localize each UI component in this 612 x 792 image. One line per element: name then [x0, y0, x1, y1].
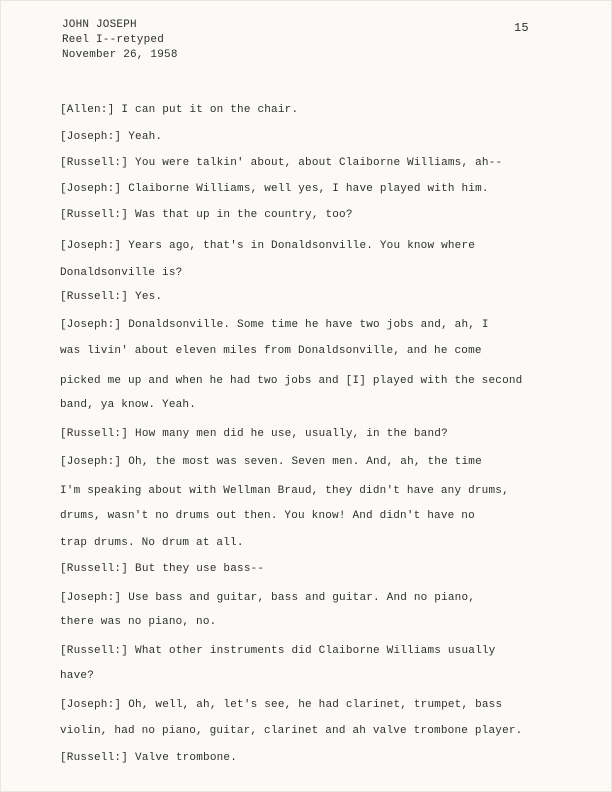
line-text: band, ya know. Yeah. [60, 399, 197, 411]
transcript-line [60, 156, 502, 170]
transcript-line [60, 644, 495, 658]
interview-date: November 26, 1958 [62, 49, 178, 61]
line-text: Oh, well, ah, let's see, he had clarinet, trumpet, bass [128, 699, 503, 711]
transcript-line [60, 103, 298, 117]
speaker-label: [Joseph:] [60, 131, 122, 143]
speaker-label: [Russell:] [60, 563, 129, 575]
line-text: How many men did he use, usually, in the band? [135, 428, 448, 440]
transcript-line [60, 698, 502, 712]
line-text: Yes. [135, 291, 163, 303]
transcript-line [60, 669, 94, 683]
transcript-line [60, 455, 482, 469]
interviewee-name: JOHN JOSEPH [62, 19, 137, 31]
transcript-line [60, 509, 475, 523]
transcript-line [60, 182, 489, 196]
line-text: Was that up in the country, too? [135, 209, 353, 221]
line-text: But they use bass-- [135, 563, 265, 575]
transcript-line [60, 208, 353, 222]
transcript-line [60, 591, 475, 605]
page-number: 15 [514, 21, 529, 35]
reel-label: Reel I--retyped [62, 34, 165, 46]
transcript-line [60, 751, 237, 765]
transcript-line [60, 374, 522, 388]
speaker-label: [Russell:] [60, 157, 129, 169]
line-text: was livin' about eleven miles from Donaldsonville, and he come [60, 345, 482, 357]
speaker-label: [Russell:] [60, 645, 129, 657]
line-text: I'm speaking about with Wellman Braud, they didn't have any drums, [60, 485, 509, 497]
line-text: have? [60, 670, 95, 682]
line-text: Donaldsonville is? [60, 267, 183, 279]
speaker-label: [Russell:] [60, 428, 129, 440]
speaker-label: [Joseph:] [60, 592, 122, 604]
transcript-line [60, 484, 509, 498]
line-text: picked me up and when he had two jobs and [I] played with the second [60, 375, 523, 387]
line-text: Use bass and guitar, bass and guitar. And no piano, [128, 592, 476, 604]
line-text: Valve trombone. [135, 752, 238, 764]
line-text: Claiborne Williams, well yes, I have played with him. [128, 183, 489, 195]
line-text: Donaldsonville. Some time he have two jobs and, ah, I [128, 319, 489, 331]
line-text: What other instruments did Claiborne Williams usually [135, 645, 496, 657]
speaker-label: [Joseph:] [60, 699, 122, 711]
transcript-body [60, 0, 560, 792]
transcript-line [60, 344, 482, 358]
speaker-label: [Joseph:] [60, 183, 122, 195]
transcript-line [60, 562, 264, 576]
transcript-line [60, 398, 196, 412]
speaker-label: [Allen:] [60, 104, 115, 116]
transcript-line [60, 266, 182, 280]
line-text: Oh, the most was seven. Seven men. And, ah, the time [128, 456, 482, 468]
transcript-line [60, 615, 216, 629]
speaker-label: [Russell:] [60, 291, 129, 303]
line-text: trap drums. No drum at all. [60, 537, 244, 549]
line-text: violin, had no piano, guitar, clarinet and ah valve trombone player. [60, 725, 523, 737]
transcript-line [60, 724, 522, 738]
line-text: You were talkin' about, about Claiborne Williams, ah-- [135, 157, 503, 169]
transcript-line [60, 427, 448, 441]
speaker-label: [Russell:] [60, 209, 129, 221]
transcript-line [60, 239, 475, 253]
line-text: Yeah. [128, 131, 163, 143]
speaker-label: [Joseph:] [60, 456, 122, 468]
line-text: I can put it on the chair. [121, 104, 299, 116]
transcript-line [60, 290, 162, 304]
line-text: drums, wasn't no drums out then. You know! And didn't have no [60, 510, 475, 522]
speaker-label: [Joseph:] [60, 240, 122, 252]
transcript-line [60, 536, 244, 550]
line-text: there was no piano, no. [60, 616, 217, 628]
speaker-label: [Joseph:] [60, 319, 122, 331]
speaker-label: [Russell:] [60, 752, 129, 764]
transcript-line [60, 130, 162, 144]
transcript-line [60, 318, 489, 332]
line-text: Years ago, that's in Donaldsonville. You know where [128, 240, 476, 252]
